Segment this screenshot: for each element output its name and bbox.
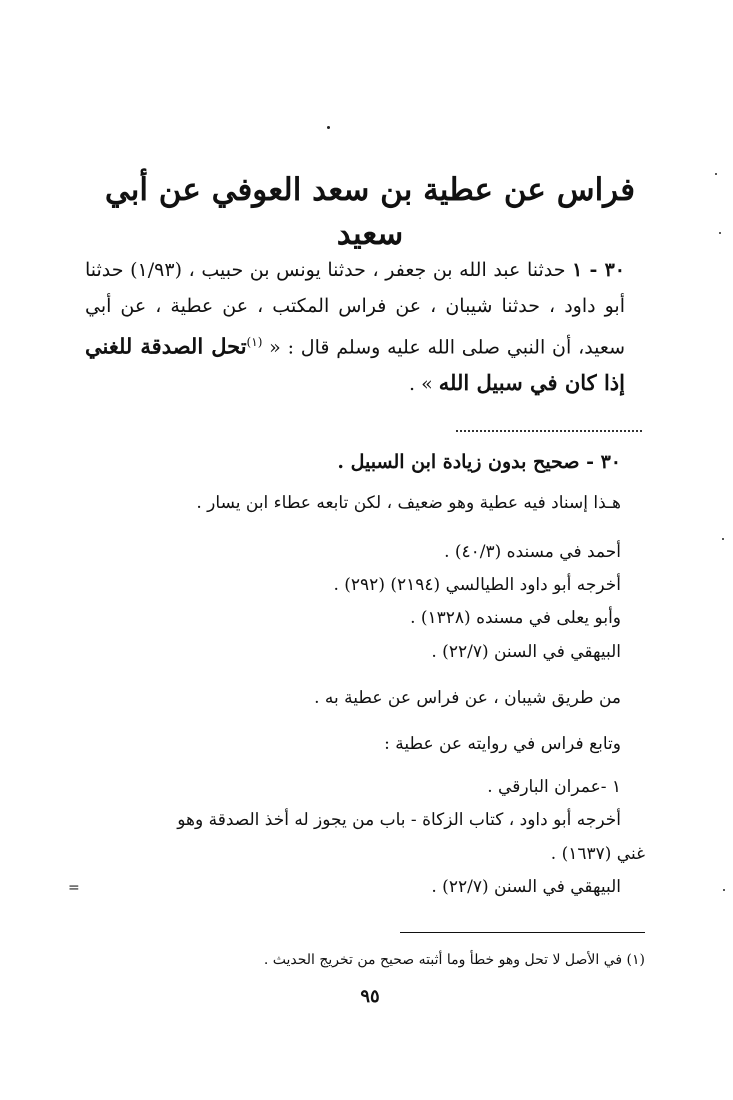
commentary-heading-text: ٣٠ - صحيح بدون زيادة ابن السبيل . — [337, 451, 621, 473]
commentary-line: وأبو يعلى في مسنده (١٣٢٨) . — [410, 608, 621, 628]
hadith-matn: تحل الصدقة للغني إذا كان في سبيل الله — [85, 333, 625, 396]
margin-mark: = — [68, 880, 80, 896]
commentary-line: من طريق شيبان ، عن فراس عن عطية به . — [314, 688, 621, 708]
hadith-number: ٣٠ - ١ — [572, 259, 625, 281]
commentary-line: البيهقي في السنن (٢٢/٧) . — [431, 642, 621, 662]
commentary-line: أحمد في مسنده (٤٠/٣) . — [444, 542, 621, 562]
page-title: فراس عن عطية بن سعد العوفي عن أبي سعيد — [104, 172, 636, 252]
commentary-heading — [61, 447, 621, 478]
scan-speck — [327, 126, 330, 129]
scan-speck — [723, 889, 725, 891]
commentary-line: البيهقي في السنن (٢٢/٧) . — [431, 877, 621, 897]
dotted-separator — [456, 430, 642, 432]
scan-speck — [715, 173, 717, 175]
commentary-line: ١ -عمران البارقي . — [487, 777, 621, 797]
footnote: (١) في الأصل لا تحل وهو خطأ وما أثبته صحيح من تخريج الحديث . — [263, 952, 645, 968]
commentary-line: غني (١٦٣٧) . — [550, 844, 645, 864]
footnote-rule — [400, 932, 645, 933]
commentary-line: وتابع فراس في روايته عن عطية : — [384, 734, 621, 754]
scan-speck — [719, 232, 721, 234]
hadith-text-end: » . — [409, 373, 439, 396]
commentary-line: أخرجه أبو داود الطيالسي (٢١٩٤) (٢٩٢) . — [333, 575, 621, 595]
commentary-line: أخرجه أبو داود ، كتاب الزكاة - باب من يجوز له أخذ الصدقة وهو — [177, 810, 621, 830]
commentary-line: هـذا إسناد فيه عطية وهو ضعيف ، لكن تابعه عطاء ابن يسار . — [196, 493, 621, 513]
page-number: ٩٥ — [360, 986, 380, 1007]
footnote-reference[interactable]: (١) — [246, 335, 263, 349]
hadith-paragraph — [85, 252, 625, 402]
scan-speck — [722, 538, 724, 540]
hadith-text: حدثنا عبد الله بن جعفر ، حدثنا يونس بن حبيب ، (١/٩٣) حدثنا أبو داود ، حدثنا شيبان ، عن فراس المكتب ، عن عطية ، عن أبي سعيد، أن النبي صلى الله عليه وسلم قال : « — [85, 259, 625, 359]
